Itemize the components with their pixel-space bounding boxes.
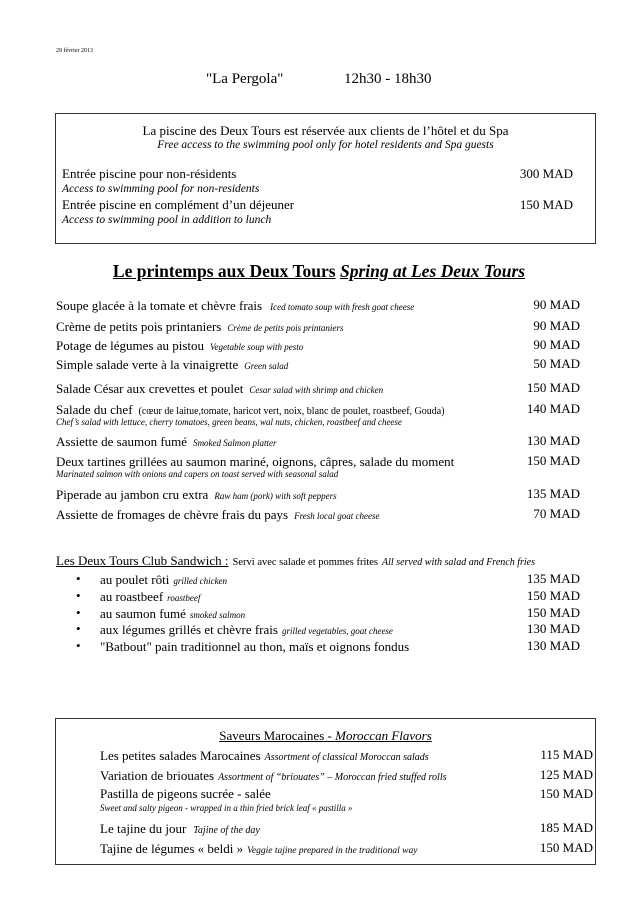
- pool-title-fr: La piscine des Deux Tours est réservée aux clients de l’hôtel et du Spa: [142, 123, 509, 138]
- menu-item-price: 150 MAD: [526, 453, 580, 468]
- opening-hours: 12h30 - 18h30: [344, 71, 432, 87]
- menu-date: 29 février 2013: [56, 48, 93, 54]
- menu-item-translation: Chef’s salad with lettuce, cherry tomatoes, green beans, wal nuts, chicken, roastbeef and cheese: [56, 417, 402, 427]
- pool-title-en: Free access to the swimming pool only for hotel residents and Spa guests: [157, 139, 494, 151]
- menu-item: Crème de petits pois printaniers Crème de petits pois printaniers: [56, 319, 344, 334]
- pool-row-price: 150 MAD: [519, 197, 573, 212]
- club-item: au roastbeef roastbeef: [100, 589, 201, 604]
- club-desc-fr: Servi avec salade et pommes frites: [232, 557, 379, 568]
- moroccan-item-price: 150 MAD: [539, 840, 593, 855]
- moroccan-flavors-box: [55, 718, 596, 865]
- menu-item-price: 130 MAD: [526, 433, 580, 448]
- restaurant-name: "La Pergola": [206, 71, 284, 87]
- bullet-icon: •: [76, 571, 81, 586]
- club-item-price: 150 MAD: [526, 605, 580, 620]
- club-item-price: 130 MAD: [526, 621, 580, 636]
- club-item-price: 135 MAD: [526, 571, 580, 586]
- moroccan-item: Variation de briouates Assortment of “briouates” – Moroccan fried stuffed rolls: [100, 768, 447, 783]
- menu-item: Salade du chef (cœur de laitue,tomate, haricot vert, noix, blanc de poulet, roastbeef, Gouda): [56, 402, 445, 417]
- bullet-icon: •: [76, 588, 81, 603]
- menu-item: Soupe glacée à la tomate et chèvre frais Iced tomato soup with fresh goat cheese: [56, 298, 415, 313]
- moroccan-title-fr: Saveurs Marocaines: [219, 728, 325, 743]
- pool-info-box: [55, 113, 596, 244]
- menu-item: Assiette de fromages de chèvre frais du pays Fresh local goat cheese: [56, 507, 380, 522]
- club-item: au saumon fumé smoked salmon: [100, 606, 246, 621]
- moroccan-item: Le tajine du jour Tajine of the day: [100, 821, 260, 836]
- spring-section-title: [0, 261, 638, 282]
- pool-row-en: Access to swimming pool for non-residents: [62, 183, 260, 195]
- club-item-price: 150 MAD: [526, 588, 580, 603]
- moroccan-item: Tajine de légumes « beldi » Veggie tajine prepared in the traditional way: [100, 841, 418, 856]
- menu-item-price: 140 MAD: [526, 401, 580, 416]
- spring-title-fr: Le printemps aux Deux Tours: [112, 261, 336, 281]
- moroccan-title-sep: -: [324, 728, 336, 743]
- pool-row-fr: Entrée piscine pour non-résidents: [62, 166, 237, 181]
- menu-item: Assiette de saumon fumé Smoked Salmon platter: [56, 434, 277, 449]
- menu-item-price: 150 MAD: [526, 380, 580, 395]
- menu-item-price: 90 MAD: [533, 337, 580, 352]
- menu-item-price: 70 MAD: [533, 506, 580, 521]
- moroccan-item: Les petites salades Marocaines Assortment of classical Moroccan salads: [100, 748, 429, 763]
- menu-item: Piperade au jambon cru extra Raw ham (pork) with soft peppers: [56, 487, 337, 502]
- menu-item: Simple salade verte à la vinaigrette Green salad: [56, 357, 289, 372]
- menu-item-price: 90 MAD: [533, 318, 580, 333]
- menu-item: Salade César aux crevettes et poulet Cesar salad with shrimp and chicken: [56, 381, 384, 396]
- club-item-price: 130 MAD: [526, 638, 580, 653]
- moroccan-item-translation: Sweet and salty pigeon - wrapped in a thin fried brick leaf « pastilla »: [100, 803, 353, 813]
- bullet-icon: •: [76, 605, 81, 620]
- moroccan-item-price: 115 MAD: [540, 747, 593, 762]
- moroccan-title-en: Moroccan Flavors: [335, 728, 432, 743]
- moroccan-item-price: 185 MAD: [539, 820, 593, 835]
- bullet-icon: •: [76, 638, 81, 653]
- moroccan-item-price: 150 MAD: [539, 786, 593, 801]
- moroccan-item-price: 125 MAD: [539, 767, 593, 782]
- pool-row-fr: Entrée piscine en complément d’un déjeuner: [62, 197, 295, 212]
- club-title: Les Deux Tours Club Sandwich :: [56, 553, 229, 568]
- pool-row-en: Access to swimming pool in addition to lunch: [62, 214, 272, 226]
- moroccan-title: [56, 727, 595, 745]
- menu-item-price: 135 MAD: [526, 486, 580, 501]
- menu-item: Potage de légumes au pistou Vegetable soup with pesto: [56, 338, 304, 353]
- bullet-icon: •: [76, 621, 81, 636]
- club-item: "Batbout" pain traditionnel au thon, maïs et oignons fondus: [100, 639, 410, 654]
- club-desc-en: All served with salad and French fries: [382, 557, 535, 568]
- menu-item-price: 50 MAD: [533, 356, 580, 371]
- moroccan-item: Pastilla de pigeons sucrée - salée: [100, 786, 271, 801]
- menu-item: Deux tartines grillées au saumon mariné, oignons, câpres, salade du moment: [56, 454, 455, 469]
- pool-row-price: 300 MAD: [519, 166, 573, 181]
- spring-title-en: Spring at Les Deux Tours: [339, 261, 526, 281]
- menu-item-translation: Marinated salmon with onions and capers on toast served with seasonal salad: [56, 469, 339, 479]
- club-item: au poulet rôti grilled chicken: [100, 572, 228, 587]
- club-sandwich-header: [56, 552, 535, 570]
- club-item: aux légumes grillés et chèvre frais grilled vegetables, goat cheese: [100, 622, 393, 637]
- menu-item-price: 90 MAD: [533, 297, 580, 312]
